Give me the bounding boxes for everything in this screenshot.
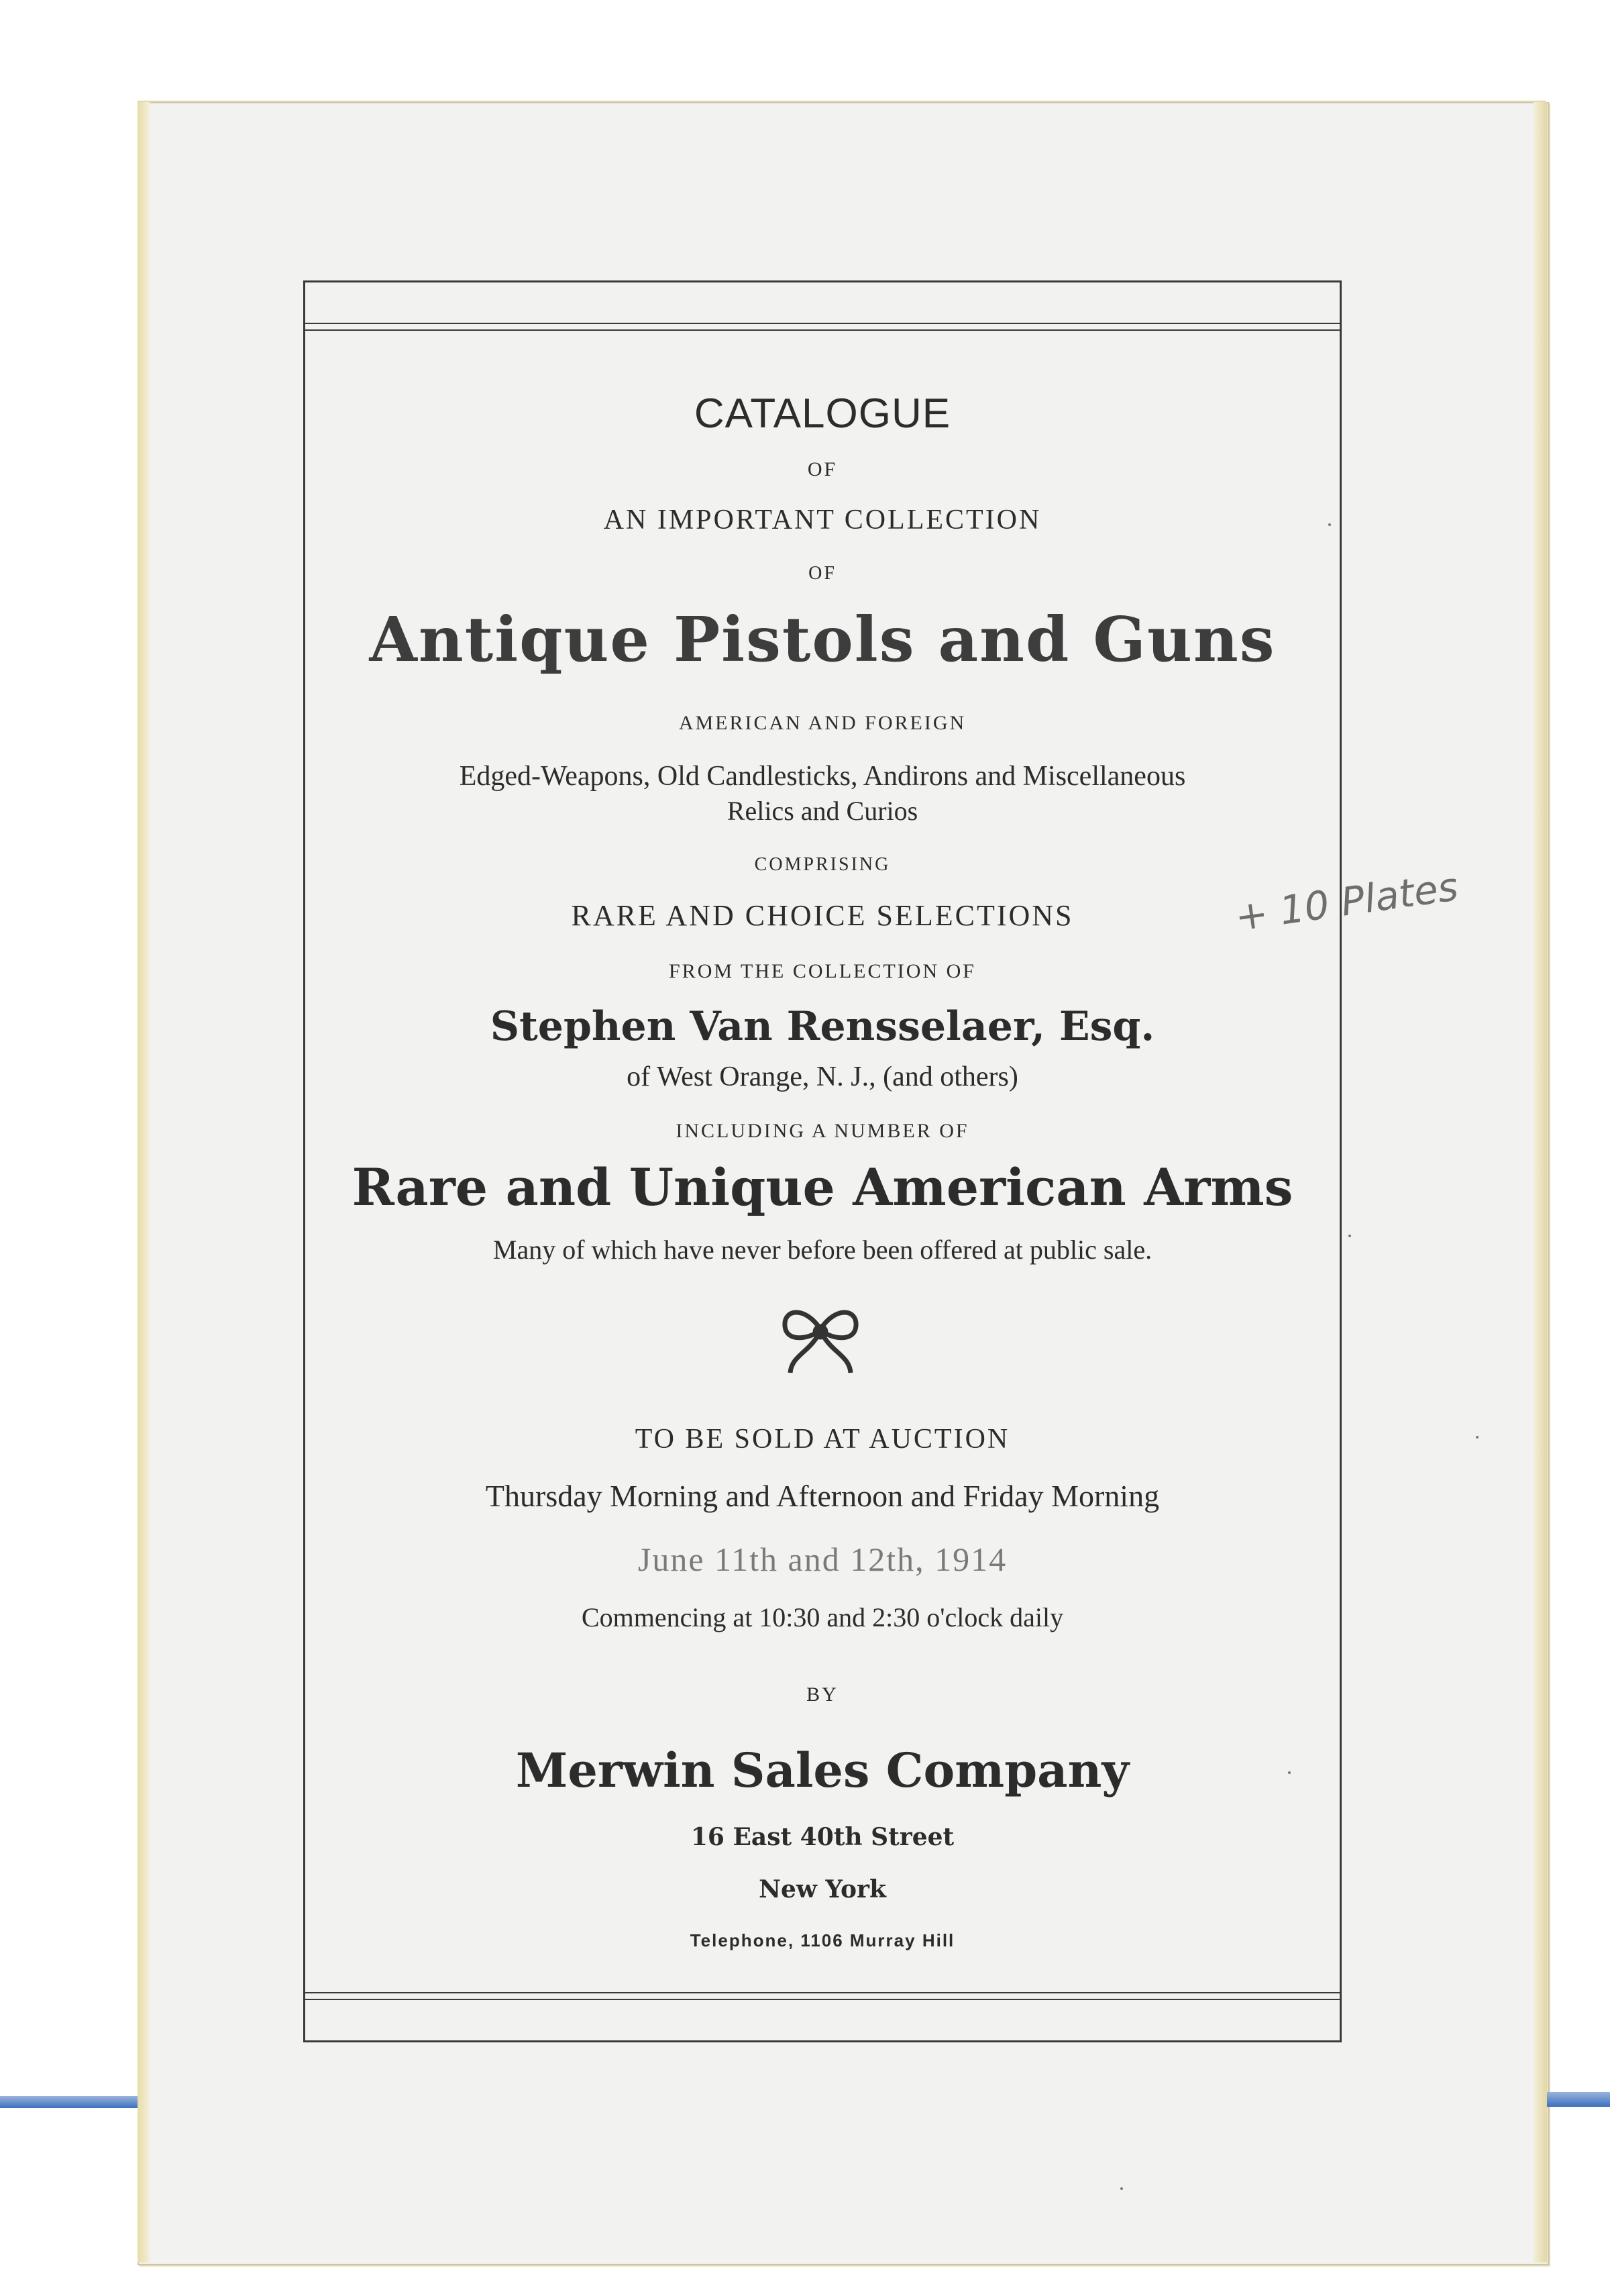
auction-dates: June 11th and 12th, 1914 bbox=[637, 1541, 1008, 1578]
auction-days: Thursday Morning and Afternoon and Friday Morning bbox=[485, 1479, 1160, 1513]
speck bbox=[1288, 1771, 1291, 1774]
page-edge-right bbox=[1534, 102, 1547, 2262]
catalogue-title: CATALOGUE bbox=[694, 390, 951, 437]
company-city: New York bbox=[759, 1875, 886, 1903]
collector-name: Stephen Van Rensselaer, Esq. bbox=[490, 1003, 1155, 1050]
speck bbox=[1476, 1436, 1479, 1439]
scanner-edge-stripe bbox=[0, 2096, 138, 2108]
title-content bbox=[305, 282, 1340, 2040]
auction-times: Commencing at 10:30 and 2:30 o'clock daily bbox=[581, 1602, 1064, 1632]
company-name: Merwin Sales Company bbox=[515, 1742, 1130, 1798]
company-telephone: Telephone, 1106 Murray Hill bbox=[690, 1930, 955, 1950]
speck bbox=[1328, 523, 1331, 526]
scanner-edge-stripe-right bbox=[1547, 2092, 1610, 2107]
handwritten-note: + 10 Plates bbox=[1232, 864, 1461, 940]
bow-ornament-icon bbox=[778, 1302, 863, 1383]
items-line-2: Relics and Curios bbox=[727, 796, 918, 826]
title-frame bbox=[303, 280, 1342, 2042]
collector-location: of West Orange, N. J., (and others) bbox=[627, 1061, 1018, 1092]
selections-label: RARE AND CHOICE SELECTIONS bbox=[571, 899, 1074, 932]
page-edge-left bbox=[138, 102, 150, 2262]
of-label-1: OF bbox=[807, 458, 838, 480]
from-collection-label: FROM THE COLLECTION OF bbox=[669, 960, 976, 982]
arms-note: Many of which have never before been offered at public sale. bbox=[492, 1235, 1152, 1265]
of-label-2: OF bbox=[808, 563, 837, 584]
arms-heading: Rare and Unique American Arms bbox=[352, 1157, 1293, 1217]
speck bbox=[1348, 1235, 1351, 1237]
by-label: BY bbox=[806, 1683, 839, 1706]
collection-subtitle: AN IMPORTANT COLLECTION bbox=[603, 505, 1042, 535]
main-heading: Antique Pistols and Guns bbox=[369, 603, 1276, 676]
speck bbox=[1120, 2187, 1123, 2190]
items-line-1: Edged-Weapons, Old Candlesticks, Andirons and Miscellaneous bbox=[459, 761, 1186, 792]
company-address: 16 East 40th Street bbox=[690, 1823, 955, 1851]
including-label: INCLUDING A NUMBER OF bbox=[676, 1120, 969, 1142]
auction-label: TO BE SOLD AT AUCTION bbox=[635, 1424, 1010, 1455]
origin-label: AMERICAN AND FOREIGN bbox=[678, 712, 967, 734]
comprising-label: COMPRISING bbox=[754, 854, 891, 875]
